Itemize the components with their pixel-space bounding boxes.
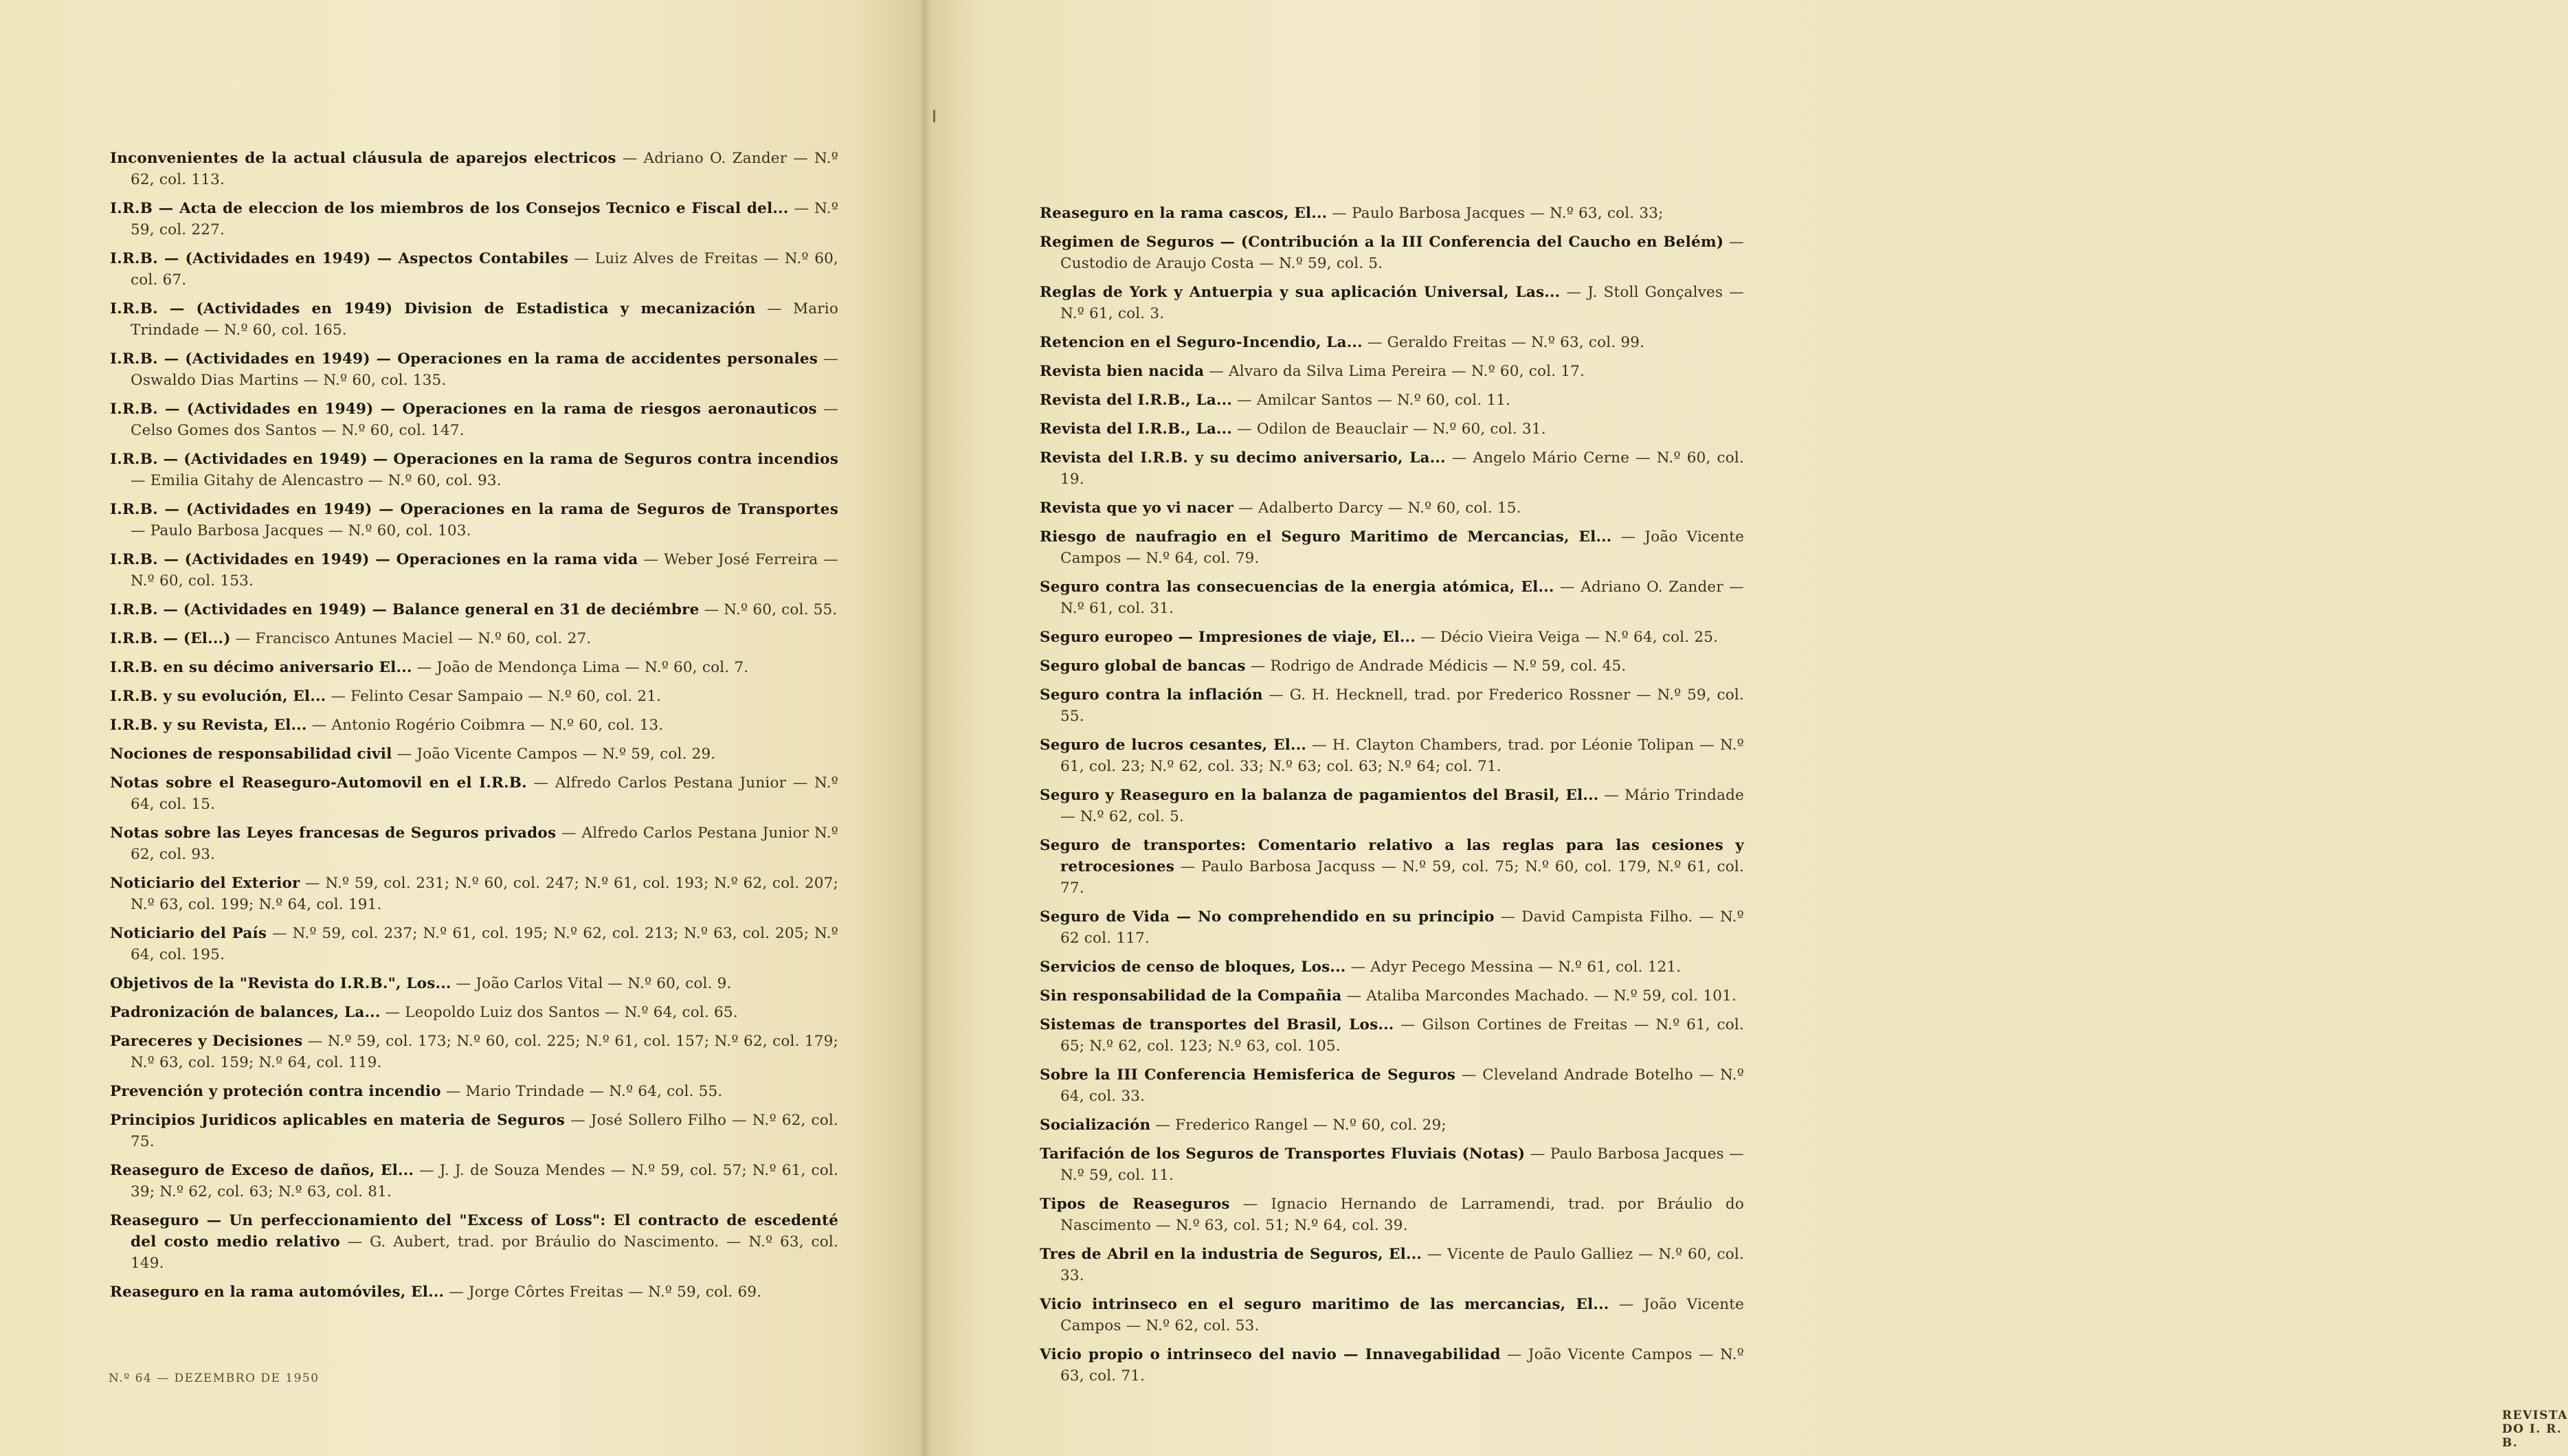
entry-reference: — Gilson Cortines de Freitas — N.º 61, col. 65; N.º 62, col. 123; N.º 63, col. 105.	[1060, 1016, 1744, 1055]
index-entry	[1040, 447, 1744, 490]
book-gutter	[918, 0, 930, 1456]
index-entry	[1040, 1064, 1744, 1107]
entry-reference: — Odilon de Beauclair — N.º 60, col. 31.	[1232, 421, 1546, 438]
index-entry	[110, 549, 838, 592]
entry-title: Inconvenientes de la actual cláusula de aparejos electricos	[110, 150, 616, 167]
index-entry	[110, 599, 838, 620]
entry-title: I.R.B. — (Actividades en 1949) — Operaciones en la rama de Seguros de Transportes	[110, 501, 838, 518]
index-entry	[110, 1110, 838, 1152]
entry-reference: — Paulo Barbosa Jacquss — N.º 59, col. 75; N.º 60, col. 179, N.º 61, col. 77.	[1060, 858, 1744, 897]
entry-title: Revista del I.R.B., La...	[1040, 421, 1233, 438]
entry-title: I.R.B. — (Actividades en 1949) — Operaciones en la rama de accidentes personales	[110, 350, 818, 368]
index-entry	[110, 198, 838, 240]
entry-title: Vicio intrinseco en el seguro maritimo de las mercancias, El...	[1040, 1296, 1609, 1313]
index-entry	[1040, 1143, 1744, 1186]
index-entry	[110, 1210, 838, 1274]
index-entry	[110, 1081, 838, 1102]
entry-reference: — N.º 60, col. 55.	[699, 601, 838, 618]
entry-reference: — G. Aubert, trad. por Bráulio do Nascimento. — N.º 63, col. 149.	[131, 1233, 838, 1272]
entry-reference: — Antonio Rogério Coibmra — N.º 60, col. 13.	[306, 717, 664, 734]
entry-reference: — N.º 59, col. 227.	[131, 200, 839, 238]
entry-title: Reaseguro — Un perfeccionamiento del "Excess of Loss": El contracto de escedenté del costo medio relativo	[110, 1212, 838, 1251]
entry-reference: — N.º 59, col. 231; N.º 60, col. 247; N.º 61, col. 193; N.º 62, col. 207; N.º 63, col. 199; N.º 64, col. 191.	[131, 875, 838, 913]
index-entry	[110, 973, 838, 994]
entry-reference: — João Carlos Vital — N.º 60, col. 9.	[451, 975, 732, 992]
entry-title: Noticiario del País	[110, 925, 267, 942]
entry-title: Reaseguro de Exceso de daños, El...	[110, 1162, 414, 1179]
index-entry	[110, 399, 838, 441]
gutter-mark	[933, 110, 935, 122]
index-entry	[110, 686, 838, 707]
entry-reference: — Alvaro da Silva Lima Pereira — N.º 60, col. 17.	[1204, 363, 1585, 380]
entry-reference: — Leopoldo Luiz dos Santos — N.º 64, col. 65.	[380, 1004, 738, 1021]
index-entry	[1040, 1344, 1744, 1387]
index-entry	[1040, 332, 1744, 353]
entry-reference: — Luiz Alves de Freitas — N.º 60, col. 67.	[131, 250, 838, 289]
left-index-list	[110, 148, 838, 1310]
index-entry	[110, 298, 838, 341]
entry-title: Tarifación de los Seguros de Transportes Fluviais (Notas)	[1040, 1145, 1526, 1163]
entry-title: Reaseguro en la rama automóviles, El...	[110, 1284, 445, 1301]
entry-reference: — Geraldo Freitas — N.º 63, col. 99.	[1362, 334, 1645, 351]
index-entry	[1040, 361, 1744, 382]
index-entry	[110, 715, 838, 736]
entry-reference: — Emilia Gitahy de Alencastro — N.º 60, col. 93.	[131, 472, 502, 489]
entry-reference: — Alfredo Carlos Pestana Junior N.º 62, col. 93.	[131, 825, 838, 863]
index-entry	[1040, 627, 1744, 648]
entry-reference: — Cleveland Andrade Botelho — N.º 64, col. 33.	[1060, 1066, 1745, 1105]
entry-title: I.R.B. — (Actividades en 1949) Division de Estadistica y mecanización	[110, 300, 756, 317]
entry-title: Objetivos de la "Revista do I.R.B.", Los...	[110, 975, 451, 992]
entry-title: I.R.B. — (El...)	[110, 630, 231, 647]
index-entry	[1040, 835, 1744, 899]
entry-title: Principios Juridicos aplicables en materia de Seguros	[110, 1112, 566, 1129]
entry-title: Sobre la III Conferencia Hemisferica de Seguros	[1040, 1066, 1456, 1084]
entry-reference: — Francisco Antunes Maciel — N.º 60, col. 27.	[230, 630, 592, 647]
entry-title: Revista del I.R.B. y su decimo aniversario, La...	[1040, 449, 1446, 467]
entry-reference: — Adyr Pecego Messina — N.º 61, col. 121.	[1346, 959, 1682, 976]
index-entry	[1040, 526, 1744, 569]
index-entry	[1040, 956, 1744, 978]
entry-reference: — João de Mendonça Lima — N.º 60, col. 7.	[412, 659, 749, 676]
right-index-list	[1040, 203, 1744, 1394]
entry-title: Pareceres y Decisiones	[110, 1033, 303, 1050]
index-entry	[110, 1002, 838, 1023]
index-entry	[110, 822, 838, 865]
index-entry	[1040, 1115, 1744, 1136]
right-footer: REVISTA DO I. R. B.	[2502, 1409, 2568, 1450]
entry-reference: — Custodio de Araujo Costa — N.º 59, col. 5.	[1060, 234, 1744, 272]
entry-title: Seguro de transportes: Comentario relativo a las reglas para las cesiones y retrocesiones	[1040, 837, 1744, 875]
entry-title: I.R.B — Acta de eleccion de los miembros de los Consejos Tecnico e Fiscal del...	[110, 200, 789, 217]
entry-title: Tipos de Reaseguros	[1040, 1196, 1230, 1213]
entry-reference: — Ataliba Marcondes Machado. — N.º 59, col. 101.	[1341, 987, 1737, 1005]
entry-title: Reaseguro en la rama cascos, El...	[1040, 205, 1328, 222]
entry-reference: — Amilcar Santos — N.º 60, col. 11.	[1232, 392, 1511, 409]
index-entry	[1040, 1194, 1744, 1236]
entry-reference: — Frederico Rangel — N.º 60, col. 29;	[1150, 1117, 1447, 1134]
index-entry	[110, 743, 838, 765]
entry-title: Revista del I.R.B., La...	[1040, 392, 1233, 409]
entry-title: Notas sobre el Reaseguro-Automovil en el I.R.B.	[110, 774, 527, 792]
entry-title: I.R.B. — (Actividades en 1949) — Operaciones en la rama de riesgos aeronauticos	[110, 401, 817, 418]
entry-title: Tres de Abril en la industria de Seguros, El...	[1040, 1246, 1422, 1263]
index-entry	[1040, 785, 1744, 827]
index-entry	[110, 499, 838, 541]
entry-title: Revista que yo vi nacer	[1040, 500, 1234, 517]
index-entry	[1040, 282, 1744, 324]
index-entry	[110, 449, 838, 491]
entry-title: Notas sobre las Leyes francesas de Seguros privados	[110, 825, 557, 842]
entry-title: Seguro contra las consecuencias de la energia atómica, El...	[1040, 579, 1554, 596]
entry-title: Seguro contra la inflación	[1040, 686, 1263, 704]
entry-reference: — João Vicente Campos — N.º 63, col. 71.	[1060, 1346, 1744, 1385]
entry-title: I.R.B. — (Actividades en 1949) — Operaciones en la rama de Seguros contra incendios	[110, 451, 838, 468]
entry-reference: — Paulo Barbosa Jacques — N.º 59, col. 11.	[1060, 1145, 1745, 1184]
index-entry	[1040, 656, 1744, 677]
entry-reference: — Mário Trindade — N.º 62, col. 5.	[1060, 787, 1744, 825]
entry-title: Sin responsabilidad de la Compañia	[1040, 987, 1342, 1005]
entry-reference: — Adriano O. Zander — N.º 61, col. 31.	[1060, 579, 1744, 617]
index-entry	[1040, 203, 1744, 224]
entry-title: Reglas de York y Antuerpia y sua aplicación Universal, Las...	[1040, 284, 1561, 301]
index-entry	[1040, 1294, 1744, 1336]
entry-reference: — Vicente de Paulo Galliez — N.º 60, col. 33.	[1060, 1246, 1744, 1284]
entry-reference: — H. Clayton Chambers, trad. por Léonie Tolipan — N.º 61, col. 23; N.º 62, col. 33; N.º 63; col. 63; N.º 64; col. 71.	[1060, 737, 1744, 775]
entry-reference: — N.º 59, col. 237; N.º 61, col. 195; N.º 62, col. 213; N.º 63, col. 205; N.º 64, col. 195.	[131, 925, 838, 963]
entry-reference: — Jorge Côrtes Freitas — N.º 59, col. 69.	[444, 1284, 762, 1301]
left-page	[0, 0, 924, 1456]
entry-reference: — João Vicente Campos — N.º 64, col. 79.	[1060, 528, 1745, 567]
entry-title: I.R.B. y su Revista, El...	[110, 717, 307, 734]
entry-reference: — Celso Gomes dos Santos — N.º 60, col. 147.	[131, 401, 838, 439]
index-entry	[110, 628, 838, 649]
entry-reference: — José Sollero Filho — N.º 62, col. 75.	[131, 1112, 838, 1150]
index-entry	[1040, 1244, 1744, 1286]
entry-reference: — Angelo Mário Cerne — N.º 60, col. 19.	[1060, 449, 1744, 488]
index-entry	[1040, 684, 1744, 727]
index-entry	[110, 923, 838, 965]
entry-reference: — Weber José Ferreira — N.º 60, col. 153.	[131, 551, 838, 590]
index-entry	[110, 873, 838, 915]
entry-reference: — Décio Vieira Veiga — N.º 64, col. 25.	[1415, 629, 1719, 646]
entry-title: I.R.B. — (Actividades en 1949) — Balance general en 31 de deciémbre	[110, 601, 700, 618]
entry-title: Riesgo de naufragio en el Seguro Maritimo de Mercancias, El...	[1040, 528, 1612, 546]
entry-reference: — G. H. Hecknell, trad. por Frederico Rossner — N.º 59, col. 55.	[1060, 686, 1745, 725]
index-entry	[110, 348, 838, 391]
index-entry	[110, 1031, 838, 1073]
index-entry	[1040, 735, 1744, 777]
index-entry	[1040, 576, 1744, 619]
entry-reference: — Mario Trindade — N.º 64, col. 55.	[440, 1083, 723, 1100]
index-entry	[110, 248, 838, 291]
entry-title: Socialización	[1040, 1117, 1151, 1134]
entry-reference: — Rodrigo de Andrade Médicis — N.º 59, col. 45.	[1245, 658, 1627, 675]
entry-title: Sistemas de transportes del Brasil, Los...	[1040, 1016, 1394, 1033]
entry-reference: — Alfredo Carlos Pestana Junior — N.º 64, col. 15.	[131, 774, 838, 813]
entry-title: Nociones de responsabilidad civil	[110, 746, 392, 763]
index-entry	[1040, 1014, 1744, 1057]
entry-reference: — Ignacio Hernando de Larramendi, trad. por Bráulio do Nascimento — N.º 63, col. 51; N.º 64, col. 39.	[1060, 1196, 1744, 1234]
entry-title: Seguro y Reaseguro en la balanza de pagamientos del Brasil, El...	[1040, 787, 1599, 804]
entry-title: Prevención y proteción contra incendio	[110, 1083, 441, 1100]
index-entry	[1040, 906, 1744, 949]
entry-title: Regimen de Seguros — (Contribución a la III Conferencia del Caucho en Belém)	[1040, 234, 1724, 251]
index-entry	[110, 1160, 838, 1202]
index-entry	[1040, 390, 1744, 411]
entry-reference: — Adalberto Darcy — N.º 60, col. 15.	[1233, 500, 1521, 517]
entry-title: Vicio propio o intrinseco del navio — Innavegabilidad	[1040, 1346, 1501, 1363]
index-entry	[110, 1281, 838, 1303]
entry-reference: — J. J. de Souza Mendes — N.º 59, col. 57; N.º 61, col. 39; N.º 62, col. 63; N.º 63, col. 81.	[131, 1162, 839, 1200]
entry-title: Noticiario del Exterior	[110, 875, 300, 892]
entry-reference: — David Campista Filho. — N.º 62 col. 117.	[1060, 908, 1744, 947]
index-entry	[110, 148, 838, 190]
entry-title: I.R.B. en su décimo aniversario El...	[110, 659, 412, 676]
entry-title: Retencion en el Seguro-Incendio, La...	[1040, 334, 1363, 351]
index-entry	[1040, 418, 1744, 440]
entry-title: I.R.B. — (Actividades en 1949) — Aspectos Contabiles	[110, 250, 569, 267]
entry-reference: — Felinto Cesar Sampaio — N.º 60, col. 21.	[326, 688, 662, 705]
entry-reference: — Paulo Barbosa Jacques — N.º 63, col. 33;	[1327, 205, 1664, 222]
entry-title: Revista bien nacida	[1040, 363, 1205, 380]
entry-title: Seguro global de bancas	[1040, 658, 1246, 675]
entry-reference: — Paulo Barbosa Jacques — N.º 60, col. 103.	[131, 522, 471, 539]
entry-title: Servicios de censo de bloques, Los...	[1040, 959, 1346, 976]
entry-reference: — J. Stoll Gonçalves — N.º 61, col. 3.	[1060, 284, 1744, 322]
entry-reference: — João Vicente Campos — N.º 62, col. 53.	[1060, 1296, 1745, 1334]
entry-reference: — Oswaldo Dias Martins — N.º 60, col. 135.	[131, 350, 838, 389]
entry-title: Seguro de lucros cesantes, El...	[1040, 737, 1307, 754]
left-footer: N.º 64 — DEZEMBRO DE 1950	[109, 1371, 320, 1385]
index-entry	[110, 657, 838, 678]
entry-reference: — João Vicente Campos — N.º 59, col. 29.	[392, 746, 716, 763]
entry-reference: — N.º 59, col. 173; N.º 60, col. 225; N.º 61, col. 157; N.º 62, col. 179; N.º 63, col. 159; N.º 64, col. 119.	[131, 1033, 838, 1071]
entry-title: I.R.B. y su evolución, El...	[110, 688, 326, 705]
entry-title: Padronización de balances, La...	[110, 1004, 381, 1021]
index-entry	[110, 772, 838, 815]
entry-title: Seguro europeo — Impresiones de viaje, El...	[1040, 629, 1416, 646]
entry-title: Seguro de Vida — No comprehendido en su principio	[1040, 908, 1495, 926]
index-entry	[1040, 497, 1744, 519]
entry-title: I.R.B. — (Actividades en 1949) — Operaciones en la rama vida	[110, 551, 638, 568]
index-entry	[1040, 985, 1744, 1007]
index-entry	[1040, 232, 1744, 274]
entry-reference: — Mario Trindade — N.º 60, col. 165.	[131, 300, 838, 339]
entry-reference: — Adriano O. Zander — N.º 62, col. 113.	[131, 150, 838, 188]
